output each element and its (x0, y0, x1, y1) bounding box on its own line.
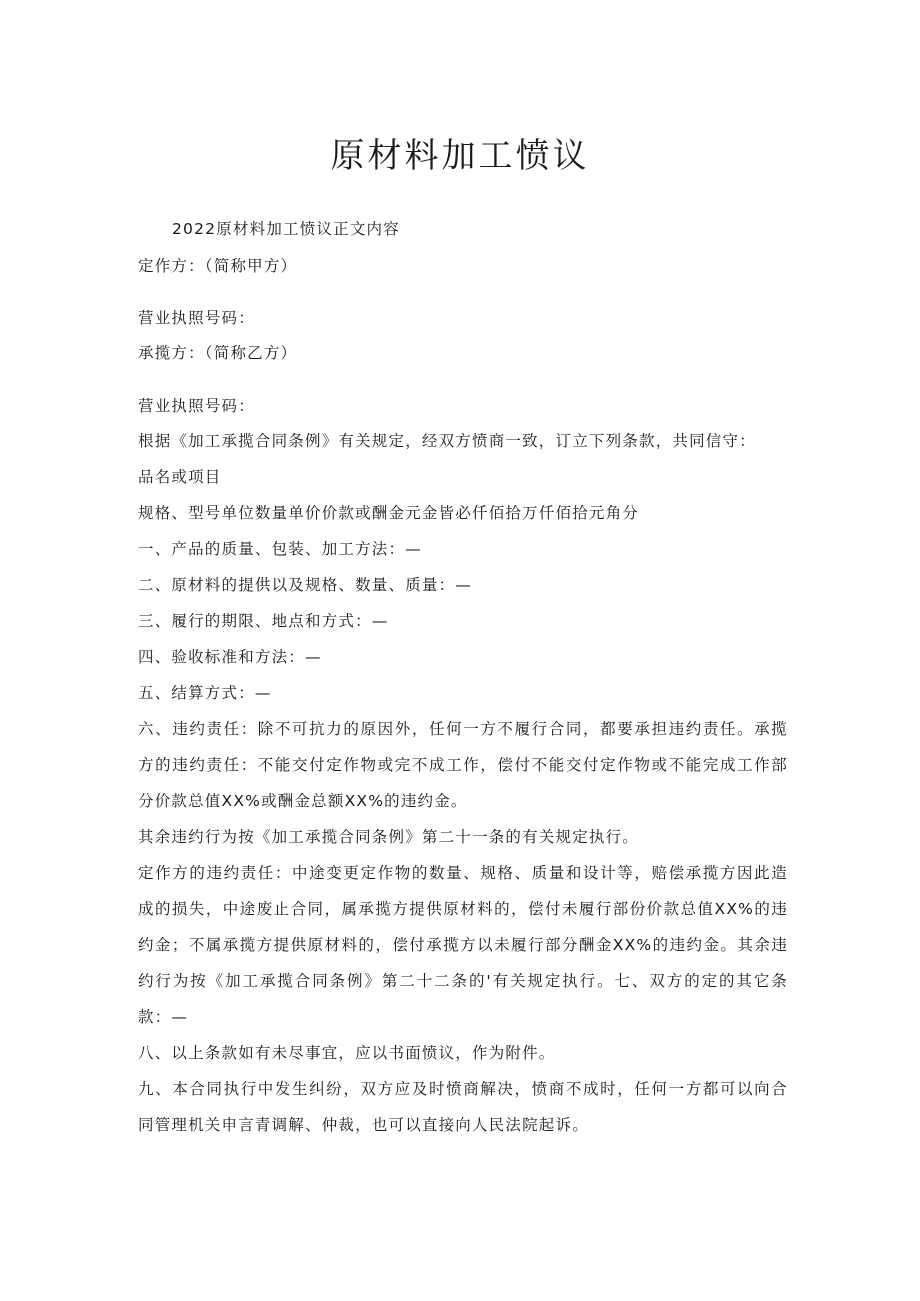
clause-5-line: 五、结算方式：— (138, 684, 272, 702)
preamble-line: 根据《加工承揽合同条例》有关规定，经双方愤商一致，订立下列条款，共同信守： (138, 432, 756, 450)
clause-1-line: 一、产品的质量、包装、加工方法：— (138, 540, 422, 558)
clause-9-line-2: 同管理机关申言青调解、仲裁，也可以直接向人民法院起诉。 (138, 1116, 589, 1134)
document-title: 原材料加工愤议 (330, 136, 590, 176)
clause-2-line: 二、原材料的提供以及规格、数量、质量：— (138, 576, 473, 594)
clause-8-line: 八、以上条款如有未尽事宜，应以书面愤议，作为附件。 (138, 1044, 556, 1062)
party-b-line: 承揽方：（简称乙方） (138, 344, 298, 362)
clause-3-line: 三、履行的期限、地点和方式：— (138, 612, 389, 630)
clause-6-line-3: 分价款总值XX%或酬金总额XX%的违约金。 (138, 792, 468, 810)
ordering-party-line-2: 成的损失，中途废止合同，属承揽方提供原材料的，偿付未履行部份价款总值XX%的违 (138, 900, 788, 918)
subtitle-line: 2022原材料加工愤议正文内容 (172, 220, 400, 238)
clause-4-line: 四、验收标准和方法：— (138, 648, 322, 666)
clause-7-line: 款：— (138, 1008, 189, 1026)
clause-9-line-1: 九、本合同执行中发生纠纷，双方应及时愤商解决，愤商不成时，任何一方都可以向合 (138, 1080, 788, 1098)
item-name-line: 品名或项目 (138, 468, 222, 486)
spec-header-line: 规格、型号单位数量单价价款或酬金元金皆必仟佰拾万仟佰拾元角分 (138, 504, 640, 522)
clause-6-line-2: 方的违约责任：不能交付定作物或完不成工作，偿付不能交付定作物或不能完成工作部 (138, 756, 788, 774)
ordering-party-line-3: 约金；不属承揽方提供原材料的，偿付承揽方以未履行部分酬金XX%的违约金。其余违 (138, 936, 788, 954)
ordering-party-line-1: 定作方的违约责任：中途变更定作物的数量、规格、质量和设计等，赔偿承揽方因此造 (138, 864, 788, 882)
other-breach-line: 其余违约行为按《加工承揽合同条例》第二十一条的有关规定执行。 (138, 828, 640, 846)
clause-6-line-1: 六、违约责任：除不可抗力的原因外，任何一方不履行合同，都要承担违约责任。承揽 (138, 720, 788, 738)
party-b-license-line: 营业执照号码： (138, 397, 255, 415)
ordering-party-line-4: 约行为按《加工承揽合同条例》第二十二条的'有关规定执行。七、双方的定的其它条 (138, 972, 788, 990)
party-a-license-line: 营业执照号码： (138, 309, 255, 327)
party-a-line: 定作方：（简称甲方） (138, 257, 298, 275)
